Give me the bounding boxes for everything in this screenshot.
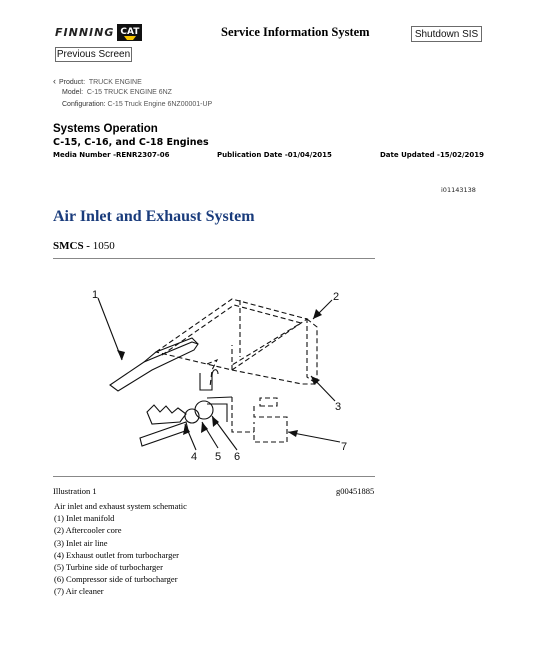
- legend-item: (7) Air cleaner: [54, 586, 104, 597]
- product-label: Product:: [59, 79, 86, 86]
- model-value: C-15 TRUCK ENGINE 6NZ: [86, 89, 172, 96]
- page-title: Air Inlet and Exhaust System: [53, 208, 255, 225]
- air-system-schematic: [82, 272, 362, 467]
- aftercooler-front-dashed: [232, 300, 240, 370]
- model-label: Model:: [62, 89, 84, 96]
- arrow-7: [288, 430, 298, 437]
- callout-3: 3: [335, 401, 342, 413]
- legend-item: (3) Inlet air line: [54, 537, 108, 548]
- legend-item: (6) Compressor side of turbocharger: [54, 574, 178, 585]
- legend-list: [54, 500, 187, 598]
- turbocharger-housing: [195, 401, 213, 419]
- configuration-line: [62, 101, 212, 108]
- smcs-label: SMCS -: [53, 240, 93, 252]
- divider-bottom: [53, 476, 375, 477]
- callout-1: 1: [92, 289, 99, 301]
- publication-date: Publication Date -01/04/2015: [217, 151, 332, 159]
- configuration-value: C-15 Truck Engine 6NZ00001-UP: [107, 101, 213, 108]
- aftercooler-lower-dashed: [232, 370, 317, 384]
- graphic-id: g00451885: [336, 486, 375, 496]
- date-updated: Date Updated -15/02/2019: [380, 151, 485, 159]
- model-line: [62, 89, 172, 96]
- product-line: [53, 76, 142, 86]
- legend-description: Air inlet and exhaust system schematic: [54, 501, 187, 511]
- back-arrow-icon[interactable]: ‹: [53, 76, 56, 86]
- arrow-6: [212, 416, 219, 427]
- callout-6: 6: [234, 451, 241, 463]
- legend-item: (1) Inlet manifold: [54, 513, 115, 524]
- media-number: Media Number -RENR2307-06: [53, 151, 170, 159]
- shutdown-sis-button[interactable]: Shutdown SIS: [411, 26, 482, 42]
- legend-item: (5) Turbine side of turbocharger: [54, 562, 163, 573]
- callout-4: 4: [191, 451, 198, 463]
- arrow-2: [313, 309, 322, 319]
- callout-5: 5: [215, 451, 222, 463]
- smcs-code: [53, 240, 115, 252]
- inlet-air-line: [200, 370, 218, 390]
- air-cleaner-outline-dashed: [254, 406, 287, 442]
- previous-screen-button[interactable]: Previous Screen: [56, 49, 131, 60]
- configuration-label: Configuration:: [62, 101, 106, 108]
- callout-2: 2: [333, 291, 340, 303]
- app-title: Service Information System: [221, 25, 370, 39]
- arrow-5: [201, 422, 208, 433]
- exhaust-manifold: [147, 405, 186, 424]
- logo-text: FINNING: [55, 26, 115, 39]
- product-value: TRUCK ENGINE: [88, 79, 142, 86]
- air-cleaner-pipe-dashed: [232, 397, 254, 432]
- engines-heading: C-15, C-16, and C-18 Engines: [53, 137, 209, 148]
- document-id: i01143138: [441, 186, 476, 194]
- exhaust-outlet-pipe: [140, 422, 188, 446]
- section-heading: Systems Operation: [53, 123, 158, 135]
- smcs-value: 1050: [92, 240, 115, 252]
- legend-item: (4) Exhaust outlet from turbocharger: [54, 549, 179, 560]
- inlet-manifold-shape: [110, 342, 198, 391]
- aftercooler-top-dashed-inner: [162, 305, 301, 365]
- legend-item: (2) Aftercooler core: [54, 525, 122, 536]
- aftercooler-right-dashed: [307, 319, 317, 384]
- callout-7: 7: [341, 441, 348, 453]
- finning-cat-logo: [55, 23, 142, 42]
- air-cleaner-top-dashed: [260, 398, 277, 406]
- illustration-caption: Illustration 1: [53, 486, 97, 496]
- cat-logo-badge: CAT: [117, 24, 142, 41]
- compressor-pipe: [207, 397, 232, 422]
- divider-top: [53, 258, 375, 259]
